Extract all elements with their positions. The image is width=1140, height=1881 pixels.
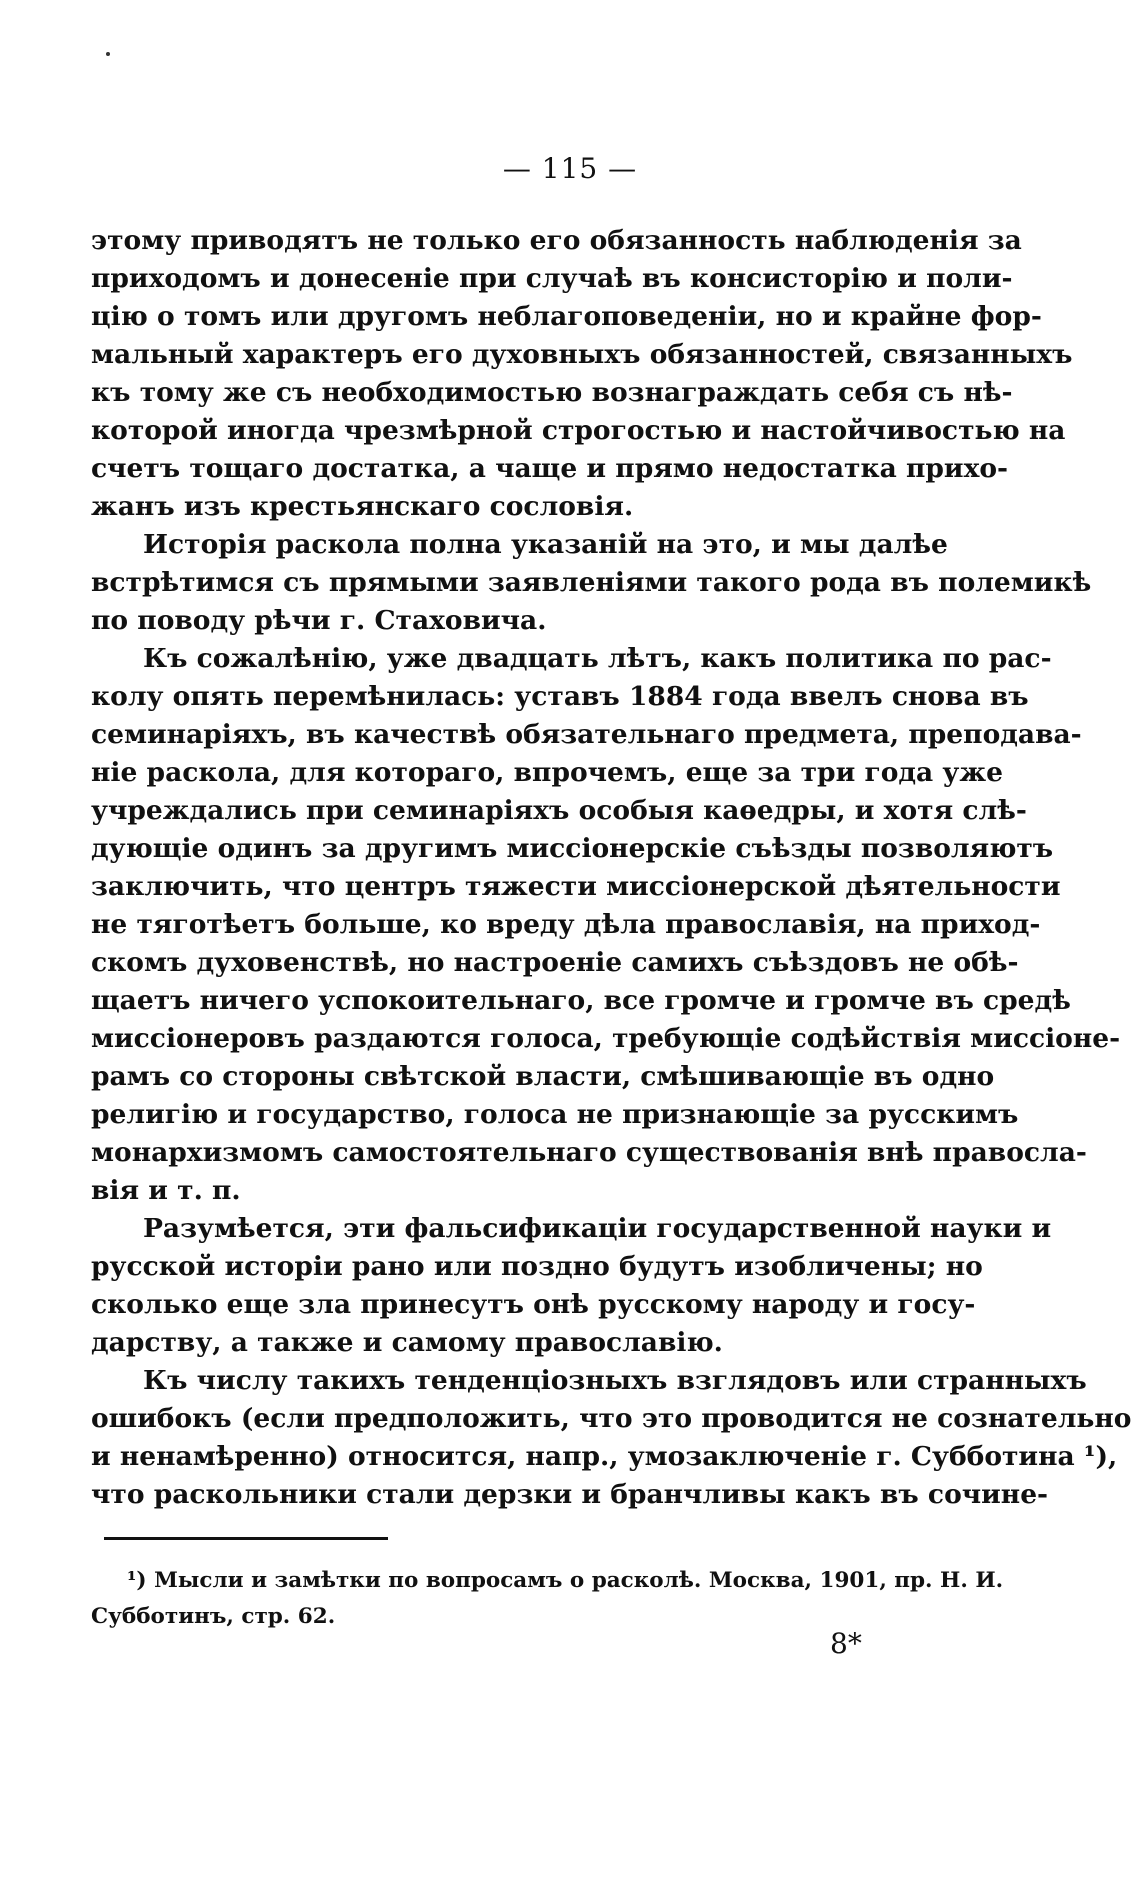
text-line: сколько еще зла принесутъ онѣ русскому народу и госу-	[91, 1289, 976, 1320]
text-line: русской исторіи рано или поздно будутъ изобличены; но	[91, 1251, 983, 1282]
text-line: жанъ изъ крестьянскаго сословія.	[91, 491, 634, 522]
text-line: религію и государство, голоса не признающіе за русскимъ	[91, 1099, 1019, 1130]
text-line: встрѣтимся съ прямыми заявленіями такого рода въ полемикѣ	[91, 567, 1092, 598]
text-line: цію о томъ или другомъ неблагоповеденіи, но и крайне фор-	[91, 301, 1042, 332]
text-line: монархизмомъ самостоятельнаго существованія внѣ правосла-	[91, 1137, 1087, 1168]
text-line: къ тому же съ необходимостью вознаграждать себя съ нѣ-	[91, 377, 1013, 408]
text-line: Разумѣется, эти фальсификаціи государственной науки и	[143, 1213, 1052, 1244]
footnote-rule	[104, 1537, 388, 1540]
text-line: рамъ со стороны свѣтской власти, смѣшивающіе въ одно	[91, 1061, 995, 1092]
text-line: не тяготѣетъ больше, ко вреду дѣла православія, на приход-	[91, 909, 1041, 940]
text-line: дующіе одинъ за другимъ миссіонерскіе съѣзды позволяютъ	[91, 833, 1054, 864]
text-line: учреждались при семинаріяхъ особыя каѳедры, и хотя слѣ-	[91, 795, 1027, 826]
text-line: которой иногда чрезмѣрной строгостью и настойчивостью на	[91, 415, 1066, 446]
paragraph	[91, 1362, 1132, 1514]
paragraph	[91, 222, 1073, 526]
text-line: ніе раскола, для котораго, впрочемъ, еще за три года уже	[91, 757, 1004, 788]
text-line: щаетъ ничего успокоительнаго, все громче и громче въ средѣ	[91, 985, 1071, 1016]
text-line: вія и т. п.	[91, 1175, 241, 1206]
text-line: заключить, что центръ тяжести миссіонерской дѣятельности	[91, 871, 1061, 902]
page-number: — 115 —	[502, 152, 638, 185]
text-line: этому приводятъ не только его обязанность наблюденія за	[91, 225, 1022, 256]
text-line: мальный характеръ его духовныхъ обязанностей, связанныхъ	[91, 339, 1073, 370]
stray-mark	[106, 52, 110, 56]
text-line: миссіонеровъ раздаются голоса, требующіе содѣйствія миссіоне-	[91, 1023, 1121, 1054]
text-line: дарству, а также и самому православію.	[91, 1327, 723, 1358]
text-line: что раскольники стали дерзки и бранчливы какъ въ сочине-	[91, 1479, 1049, 1510]
text-line: Исторія раскола полна указаній на это, и мы далѣе	[143, 529, 948, 560]
text-line: Къ числу такихъ тенденціозныхъ взглядовъ или странныхъ	[143, 1365, 1087, 1396]
main-text	[91, 222, 1132, 1514]
paragraph	[91, 526, 1092, 640]
text-line: семинаріяхъ, въ качествѣ обязательнаго предмета, преподава-	[91, 719, 1082, 750]
footnote	[91, 1563, 1004, 1635]
paragraph	[91, 640, 1121, 1210]
footnote-line: Субботинъ, стр. 62.	[91, 1604, 336, 1629]
text-line: Къ сожалѣнію, уже двадцать лѣтъ, какъ политика по рас-	[143, 643, 1052, 674]
text-line: и ненамѣренно) относится, напр., умозаключеніе г. Субботина ¹),	[91, 1441, 1118, 1472]
paragraph	[91, 1210, 1052, 1362]
text-line: счетъ тощаго достатка, а чаще и прямо недостатка прихо-	[91, 453, 1009, 484]
signature-mark: 8*	[830, 1627, 862, 1660]
text-line: по поводу рѣчи г. Стаховича.	[91, 605, 547, 636]
text-line: приходомъ и донесеніе при случаѣ въ консисторію и поли-	[91, 263, 1013, 294]
footnote-line: ¹) Мысли и замѣтки по вопросамъ о расколѣ. Москва, 1901, пр. Н. И.	[127, 1568, 1004, 1593]
text-line: ошибокъ (если предположить, что это проводится не сознательно	[91, 1403, 1132, 1434]
text-line: скомъ духовенствѣ, но настроеніе самихъ съѣздовъ не обѣ-	[91, 947, 1019, 978]
text-line: колу опять перемѣнилась: уставъ 1884 года ввелъ снова въ	[91, 681, 1029, 712]
